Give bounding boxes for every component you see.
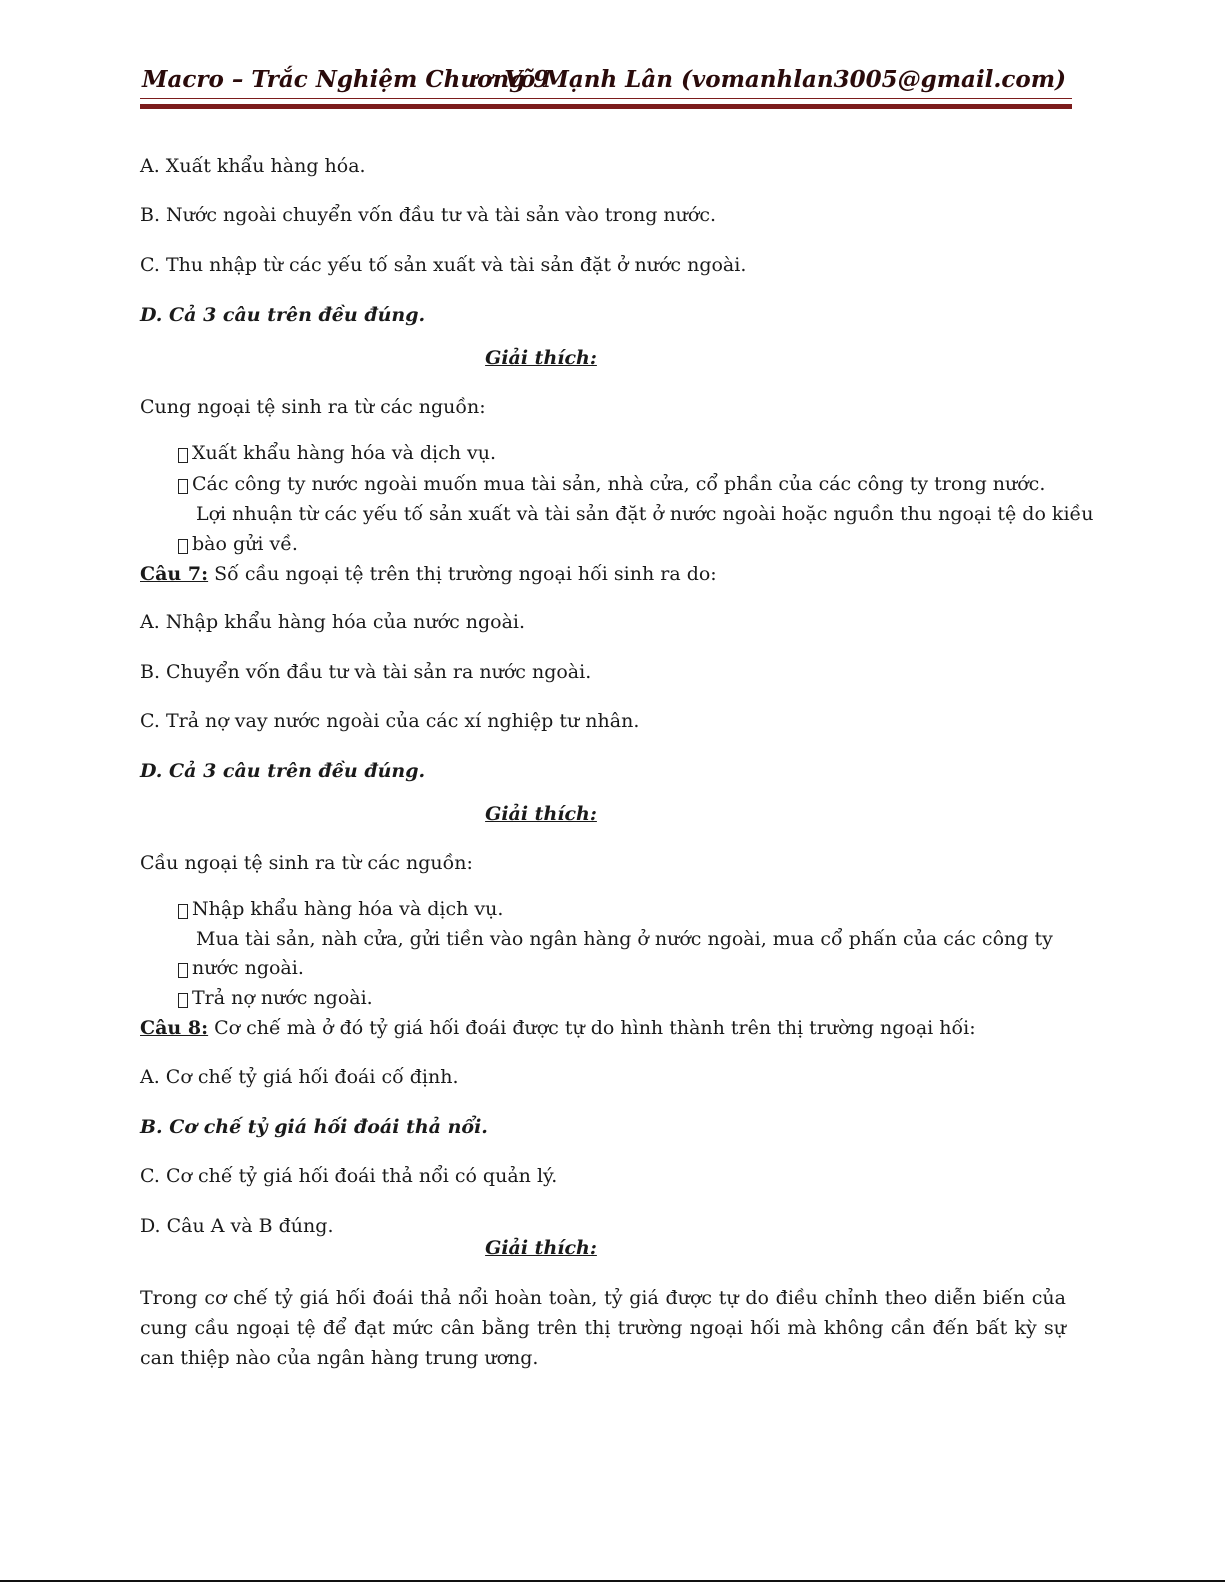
q6-option-c: C. Thu nhập từ các yếu tố sản xuất và tài sản đặt ở nước ngoài. bbox=[140, 254, 747, 276]
q8-explain-text: Trong cơ chế tỷ giá hối đoái thả nổi hoàn toàn, tỷ giá được tự do điều chỉnh theo diễn biến của cung cầu ngoại tệ để đạt mức cân bằng trên thị trường ngoại hối mà không cần đến bất kỳ sự can thiệp nào của ngân hàng trung ương. bbox=[140, 1287, 1066, 1369]
page-header bbox=[140, 62, 1072, 96]
q7-bullet-2-line-2: nước ngoài. bbox=[178, 955, 304, 981]
q7-explain-intro: Cầu ngoại tệ sinh ra từ các nguồn: bbox=[140, 852, 473, 874]
q6-bullet-2: Các công ty nước ngoài muốn mua tài sản, nhà cửa, cổ phần của các công ty trong nước. bbox=[178, 471, 1045, 497]
bullet-box-icon bbox=[178, 904, 188, 919]
bullet-box-icon bbox=[178, 448, 188, 463]
q8-label: Câu 8: bbox=[140, 1017, 209, 1039]
q8-option-b-correct: B. Cơ chế tỷ giá hối đoái thả nổi. bbox=[140, 1116, 488, 1138]
q7-option-b: B. Chuyển vốn đầu tư và tài sản ra nước ngoài. bbox=[140, 661, 592, 683]
q7-explain-title: Giải thích: bbox=[485, 803, 597, 825]
q8-option-a: A. Cơ chế tỷ giá hối đoái cố định. bbox=[140, 1066, 459, 1088]
bullet-box-icon bbox=[178, 539, 188, 554]
header-rule-thick bbox=[140, 104, 1072, 109]
q8-option-d: D. Câu A và B đúng. bbox=[140, 1215, 334, 1237]
header-title: Macro – Trắc Nghiệm Chương 9 bbox=[142, 66, 550, 93]
q6-explain-intro: Cung ngoại tệ sinh ra từ các nguồn: bbox=[140, 396, 486, 418]
bullet-box-icon bbox=[178, 993, 188, 1008]
q7-bullet-2-line-1: Mua tài sản, nàh cửa, gửi tiền vào ngân hàng ở nước ngoài, mua cổ phấn của các công ty bbox=[196, 928, 1053, 950]
q8-explain-title: Giải thích: bbox=[485, 1237, 597, 1259]
q6-bullet-3-line-1: Lợi nhuận từ các yếu tố sản xuất và tài sản đặt ở nước ngoài hoặc nguồn thu ngoại tệ do kiều bbox=[196, 503, 1094, 525]
q7-question: Câu 7: Số cầu ngoại tệ trên thị trường ngoại hối sinh ra do: bbox=[140, 563, 717, 585]
header-rule-thin bbox=[140, 98, 1072, 99]
q7-option-d-correct: D. Cả 3 câu trên đều đúng. bbox=[140, 760, 426, 782]
q6-bullet-3-line-2: bào gửi về. bbox=[178, 531, 298, 557]
header-author: Võ Mạnh Lân (vomanhlan3005@gmail.com) bbox=[504, 66, 1066, 93]
q8-option-c: C. Cơ chế tỷ giá hối đoái thả nổi có quản lý. bbox=[140, 1165, 558, 1187]
q6-option-b: B. Nước ngoài chuyển vốn đầu tư và tài sản vào trong nước. bbox=[140, 204, 717, 226]
bullet-box-icon bbox=[178, 479, 188, 494]
q6-bullet-1: Xuất khẩu hàng hóa và dịch vụ. bbox=[178, 440, 496, 466]
q7-option-a: A. Nhập khẩu hàng hóa của nước ngoài. bbox=[140, 611, 526, 633]
q6-option-a: A. Xuất khẩu hàng hóa. bbox=[140, 155, 366, 177]
page-bottom-border bbox=[0, 1580, 1225, 1582]
bullet-box-icon bbox=[178, 963, 188, 978]
q7-option-c: C. Trả nợ vay nước ngoài của các xí nghiệp tư nhân. bbox=[140, 710, 640, 732]
q7-label: Câu 7: bbox=[140, 563, 209, 585]
q6-option-d-correct: D. Cả 3 câu trên đều đúng. bbox=[140, 304, 426, 326]
q7-bullet-1: Nhập khẩu hàng hóa và dịch vụ. bbox=[178, 896, 503, 922]
q6-explain-title: Giải thích: bbox=[485, 347, 597, 369]
q7-bullet-3: Trả nợ nước ngoài. bbox=[178, 985, 373, 1011]
q8-question: Câu 8: Cơ chế mà ở đó tỷ giá hối đoái được tự do hình thành trên thị trường ngoại hối: bbox=[140, 1017, 976, 1039]
